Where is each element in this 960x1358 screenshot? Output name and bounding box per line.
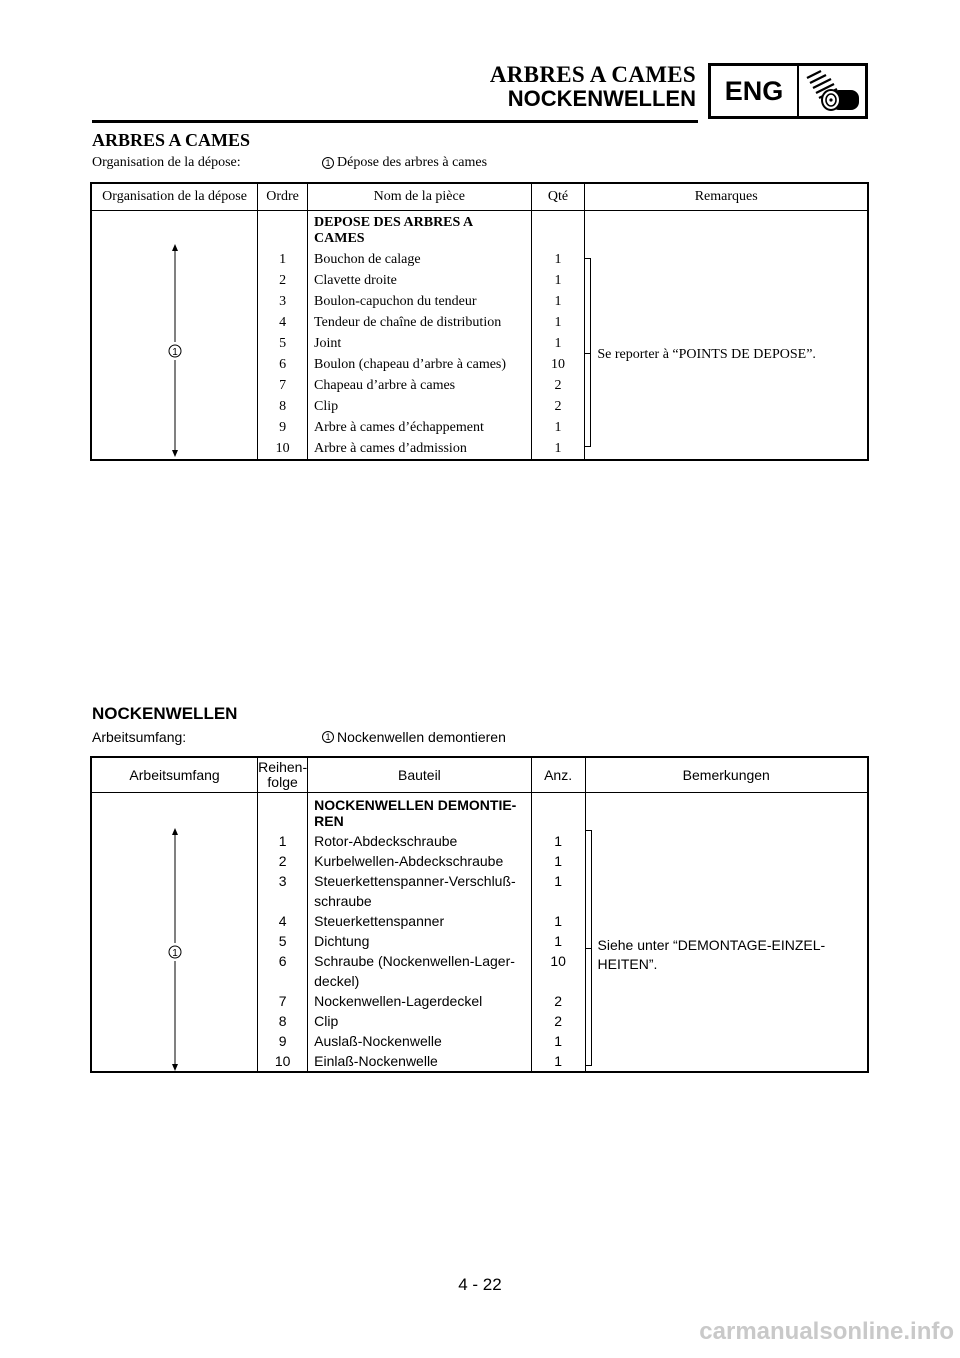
table-row: 6 Boulon (chapeau d’arbre à cames) 10 (91, 354, 868, 375)
table-row: 7 Nockenwellen-Lagerdeckel 2 (91, 991, 868, 1011)
table-row: 10 Arbre à cames d’admission 1 (91, 438, 868, 460)
fr-group-title: DEPOSE DES ARBRES A CAMES (308, 211, 532, 250)
de-marker: 1 (172, 948, 178, 959)
fr-marker: 1 (172, 347, 178, 358)
fr-org-number: 1 (322, 157, 334, 169)
table-row: 8 Clip 2 (91, 1011, 868, 1031)
de-col-scope: Arbeitsumfang (91, 757, 258, 793)
badge-label: ENG (711, 66, 799, 116)
fr-remark-cell (585, 211, 868, 461)
fr-org-desc (322, 155, 487, 171)
de-col-order: Reihen- folge (258, 757, 308, 793)
fr-section-title: ARBRES A CAMES (92, 130, 251, 150)
fr-arrow-cell (91, 211, 258, 461)
fr-group-row (91, 211, 868, 250)
table-row: 7 Chapeau d’arbre à cames 2 (91, 375, 868, 396)
table-row: 10 Einlaß-Nockenwelle 1 (91, 1051, 868, 1072)
de-col-part: Bauteil (308, 757, 532, 793)
de-header-row (91, 757, 868, 793)
fr-col-qty: Qté (531, 183, 585, 211)
engine-camshaft-icon (799, 66, 865, 116)
de-org-number: 1 (322, 731, 334, 743)
fr-col-name: Nom de la pièce (308, 183, 532, 211)
fr-range-arrow (92, 211, 259, 459)
header-rule (92, 120, 698, 123)
de-org-label: Arbeitsumfang: (92, 729, 187, 745)
table-row: 5 Joint 1 (91, 333, 868, 354)
de-org-desc (322, 729, 506, 745)
fr-org-text: Dépose des arbres à cames (337, 155, 488, 170)
fr-header-row (91, 183, 868, 211)
de-range-arrow (92, 793, 259, 1075)
fr-col-org: Organisation de la dépose (91, 183, 258, 211)
de-arrow-cell (91, 793, 258, 1073)
de-remark: Siehe unter “DEMONTAGE-EINZEL- HEITEN”. (597, 937, 826, 972)
de-org-text: Nockenwellen demontieren (337, 729, 506, 745)
table-row: 9 Arbre à cames d’échappement 1 (91, 417, 868, 438)
table-row: 1 Rotor-Abdeckschraube 1 (91, 831, 868, 851)
de-col-remarks: Bemerkungen (585, 757, 868, 793)
de-col-qty: Anz. (531, 757, 585, 793)
table-row: 3 Steuerkettenspanner-Verschluß- schraube 1 (91, 871, 868, 911)
fr-col-remarks: Remarques (585, 183, 868, 211)
section-badge (708, 63, 868, 119)
watermark: carmanualsonline.info (699, 1318, 954, 1345)
fr-parts-table (90, 182, 869, 461)
fr-remark: Se reporter à “POINTS DE DEPOSE”. (597, 347, 816, 362)
table-row: 8 Clip 2 (91, 396, 868, 417)
table-row: 4 Tendeur de chaîne de distribution 1 (91, 312, 868, 333)
de-group-title: NOCKENWELLEN DEMONTIE- REN (308, 793, 532, 832)
table-row: 2 Kurbelwellen-Abdeckschraube 1 (91, 851, 868, 871)
header-title-fr: ARBRES A CAMES (489, 62, 696, 87)
page-number: 4 - 22 (458, 1275, 502, 1294)
table-row: 6 Schraube (Nockenwellen-Lager- deckel) 10 (91, 951, 868, 991)
de-remark-cell (585, 793, 868, 1073)
fr-org-label: Organisation de la dépose: (92, 155, 241, 170)
table-row: 2 Clavette droite 1 (91, 270, 868, 291)
header-title-de: NOCKENWELLEN (507, 86, 696, 111)
table-row: 9 Auslaß-Nockenwelle 1 (91, 1031, 868, 1051)
table-row: 1 Bouchon de calage 1 (91, 249, 868, 270)
table-row: 4 Steuerkettenspanner 1 (91, 911, 868, 931)
de-section-title: NOCKENWELLEN (92, 704, 238, 723)
table-row: 3 Boulon-capuchon du tendeur 1 (91, 291, 868, 312)
de-parts-table (90, 756, 869, 1073)
table-row: 5 Dichtung 1 (91, 931, 868, 951)
de-group-row (91, 793, 868, 832)
fr-col-order: Ordre (258, 183, 308, 211)
